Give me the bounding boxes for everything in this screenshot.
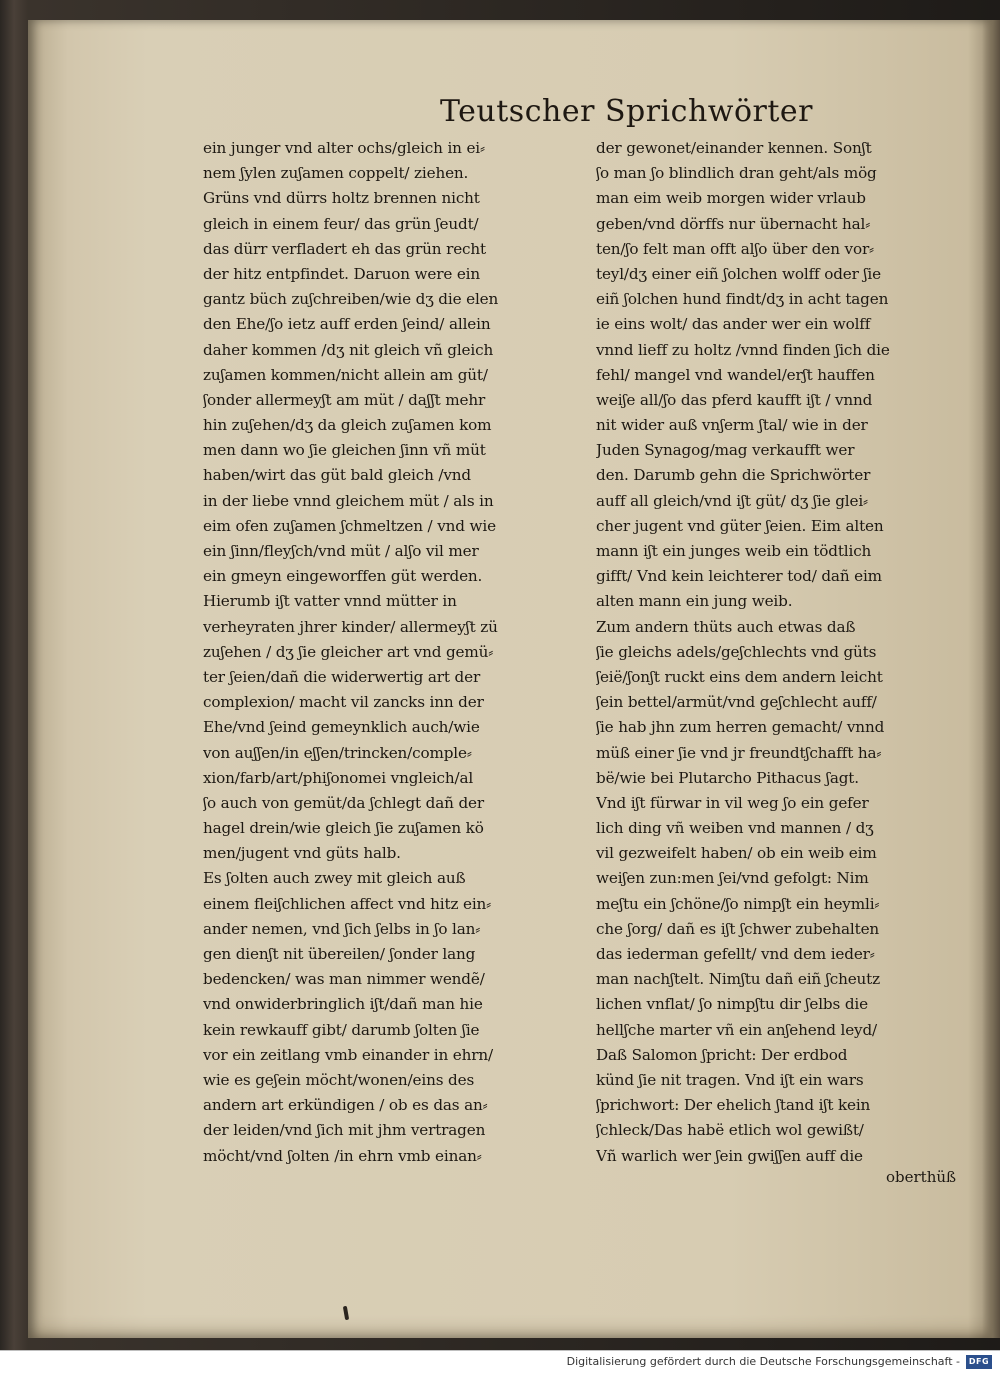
right-text-column (596, 136, 986, 1169)
text-line: hellʃche marter vñ ein anʃehend leyd/ (596, 1020, 878, 1039)
text-line: Juden Synagog/mag verkaufft wer (596, 441, 855, 460)
text-line: einem fleiʃchlichen affect vnd hitz ein⸗ (203, 894, 492, 913)
text-line: geben/vnd dörffs nur übernacht hal⸗ (596, 214, 871, 233)
text-line: in der liebe vnnd gleichem müt / als in (203, 491, 494, 510)
text-line: complexion/ macht vil zancks inn der (203, 693, 484, 712)
text-line: ʃie gleichs adels/geʃchlechts vnd güts (596, 642, 877, 661)
text-line: ie eins wolt/ das ander wer ein wolff (596, 315, 871, 334)
text-line: verheyraten jhrer kinder/ allermeyʃt zü (203, 617, 498, 636)
running-head: Teutscher Sprichwörter (440, 94, 814, 129)
text-line: gleich in einem feur/ das grün ʃeudt/ (203, 214, 479, 233)
text-line: ander nemen, vnd ʃich ʃelbs in ʃo lan⸗ (203, 919, 481, 938)
text-line: Es ʃolten auch zwey mit gleich auß (203, 869, 466, 888)
text-line: müß einer ʃie vnd jr freundtʃchafft ha⸗ (596, 743, 882, 762)
text-line: von auʃʃen/in eʃʃen/trincken/comple⸗ (203, 743, 472, 762)
text-line: vnnd lieff zu holtz /vnnd finden ʃich die (596, 340, 890, 359)
text-line: Grüns vnd dürrs holtz brennen nicht (203, 189, 480, 208)
text-line: vor ein zeitlang vmb einander in ehrn/ (203, 1045, 493, 1064)
text-line: cher jugent vnd güter ʃeien. Eim alten (596, 516, 884, 535)
text-line: auff all gleich/vnd iʃt güt/ dʒ ʃie glei⸗ (596, 491, 868, 510)
text-line: hin zuʃehen/dʒ da gleich zuʃamen kom (203, 416, 492, 435)
text-line: ʃprichwort: Der ehelich ʃtand iʃt kein (596, 1096, 871, 1115)
text-line: künd ʃie nit tragen. Vnd iʃt ein wars (596, 1070, 864, 1089)
text-line: fehl/ mangel vnd wandel/erʃt hauffen (596, 365, 875, 384)
text-line: den. Darumb gehn die Sprichwörter (596, 466, 871, 485)
text-line: den Ehe/ʃo ietz auff erden ʃeind/ allein (203, 315, 491, 334)
text-line: nem ʃylen zuʃamen coppelt/ ziehen. (203, 164, 469, 183)
text-line: vil gezweifelt haben/ ob ein weib eim (596, 844, 877, 863)
text-line: der hitz entpfindet. Daruon were ein (203, 264, 481, 283)
text-line: Daß Salomon ʃpricht: Der erdbod (596, 1045, 848, 1064)
text-line: ten/ʃo felt man offt alʃo über den vor⸗ (596, 239, 874, 258)
text-line: bë/wie bei Plutarcho Pithacus ʃagt. (596, 768, 859, 787)
text-line: Zum andern thüts auch etwas daß (596, 617, 856, 636)
text-line: wie es geʃein möcht/wonen/eins des (203, 1070, 475, 1089)
text-line: vnd onwiderbringlich iʃt/dañ man hie (203, 995, 483, 1014)
text-line: andern art erkündigen / ob es das an⸗ (203, 1096, 488, 1115)
text-line: zuʃamen kommen/nicht allein am güt/ (203, 365, 488, 384)
text-line: xion/farb/art/phiʃonomei vngleich/al (203, 768, 474, 787)
footer-bar (0, 1350, 1000, 1374)
text-line: man nachʃtelt. Nimʃtu dañ eiñ ʃcheutz (596, 970, 880, 989)
text-line: ʃein bettel/armüt/vnd geʃchlecht auff/ (596, 693, 877, 712)
text-line: zuʃehen / dʒ ʃie gleicher art vnd gemü⸗ (203, 642, 494, 661)
text-line: ein gmeyn eingeworffen güt werden. (203, 567, 483, 586)
text-line: das iederman gefellt/ vnd dem ieder⸗ (596, 945, 875, 963)
text-line: lichen vnflat/ ʃo nimpʃtu dir ʃelbs die (596, 995, 868, 1014)
text-line: lich ding vñ weiben vnd mannen / dʒ (596, 819, 874, 838)
text-line: möcht/vnd ʃolten /in ehrn vmb einan⸗ (203, 1146, 482, 1165)
text-line: weiʃe all/ʃo das pferd kaufft iʃt / vnnd (596, 390, 873, 409)
dfg-logo: DFG (966, 1355, 992, 1369)
text-line: gen dienʃt nit übereilen/ ʃonder lang (203, 945, 476, 963)
text-line: mann iʃt ein junges weib ein tödtlich (596, 542, 872, 560)
text-line: man eim weib morgen wider vrlaub (596, 189, 866, 208)
text-line: che ʃorg/ dañ es iʃt ʃchwer zubehalten (596, 919, 880, 938)
text-line: Vñ warlich wer ʃein gwiʃʃen auff die (596, 1146, 863, 1165)
text-line: alten mann ein jung weib. (596, 592, 793, 611)
text-line: meʃtu ein ʃchöne/ʃo nimpʃt ein heymli⸗ (596, 894, 880, 913)
text-line: Vnd iʃt fürwar in vil weg ʃo ein gefer (596, 793, 869, 812)
text-line: der gewonet/einander kennen. Sonʃt (596, 139, 872, 157)
text-line: gantz büch zuʃchreiben/wie dʒ die elen (203, 290, 499, 309)
text-line: bedencken/ was man nimmer wendẽ/ (203, 970, 485, 989)
text-line: das dürr verfladert eh das grün recht (203, 239, 486, 258)
text-line: teyl/dʒ einer eiñ ʃolchen wolff oder ʃie (596, 264, 881, 283)
text-line: haben/wirt das güt bald gleich /vnd (203, 466, 471, 485)
text-line: weiʃen zun:men ʃei/vnd gefolgt: Nim (596, 869, 869, 888)
text-line: ʃo man ʃo blindlich dran geht/als mög (596, 164, 877, 183)
text-line: ein junger vnd alter ochs/gleich in ei⸗ (203, 139, 485, 157)
text-line: hagel drein/wie gleich ʃie zuʃamen kö (203, 819, 484, 838)
text-line: nit wider auß vnʃerm ʃtal/ wie in der (596, 416, 868, 435)
left-text-column (203, 136, 583, 1169)
text-line: ʃeië/ʃonʃt ruckt eins dem andern leicht (596, 667, 883, 686)
text-line: men dann wo ʃie gleichen ʃinn vñ müt (203, 441, 486, 460)
text-line: ein ʃinn/fleyʃch/vnd müt / alʃo vil mer (203, 542, 479, 560)
catchword: oberthüß (886, 1168, 957, 1186)
funding-credit: Digitalisierung gefördert durch die Deutsche Forschungsgemeinschaft - (566, 1355, 960, 1368)
text-line: eiñ ʃolchen hund findt/dʒ in acht tagen (596, 290, 889, 309)
text-line: daher kommen /dʒ nit gleich vñ gleich (203, 340, 494, 359)
text-line: eim ofen zuʃamen ʃchmeltzen / vnd wie (203, 516, 496, 535)
text-line: Ehe/vnd ʃeind gemeynklich auch/wie (203, 718, 480, 737)
text-line: ʃchleck/Das habë etlich wol gewißt/ (596, 1121, 864, 1140)
text-line: Hierumb iʃt vatter vnnd mütter in (203, 592, 457, 611)
text-line: kein rewkauff gibt/ darumb ʃolten ʃie (203, 1020, 480, 1039)
text-line: men/jugent vnd güts halb. (203, 844, 401, 863)
text-line: ter ʃeien/dañ die widerwertig art der (203, 667, 481, 686)
text-line: der leiden/vnd ʃich mit jhm vertragen (203, 1121, 486, 1140)
text-line: gifft/ Vnd kein leichterer tod/ dañ eim (596, 567, 882, 586)
text-line: ʃie hab jhn zum herren gemacht/ vnnd (596, 718, 885, 737)
text-line: ʃonder allermeyʃt am müt / daʃʃt mehr (203, 390, 486, 409)
text-line: ʃo auch von gemüt/da ʃchlegt dañ der (203, 793, 484, 812)
